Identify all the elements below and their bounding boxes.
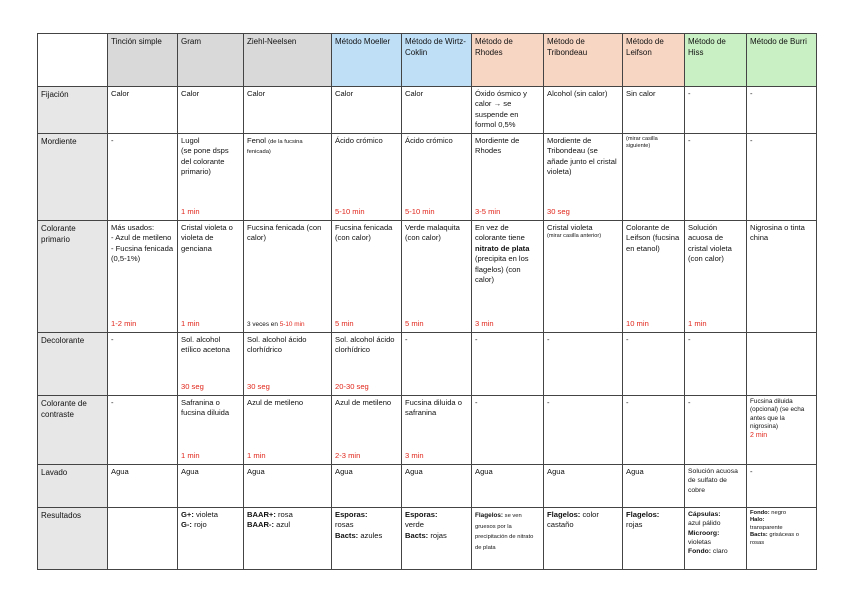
- cell-primario-gram: [178, 220, 244, 332]
- cell-text: Colorante de Leifson (fucsina en etanol): [626, 222, 680, 253]
- cell-primario-hiss: [685, 220, 747, 332]
- cell-fijacion-tincion-simple: Calor: [108, 87, 178, 134]
- cell-text: Cristal violeta o violeta de genciana: [181, 222, 233, 253]
- cell-lavado-leifson: Agua: [623, 464, 685, 507]
- cell-resultados-ziehl: [244, 507, 332, 569]
- cell-decolorante-rhodes: -: [472, 332, 544, 395]
- cell-mordiente-ziehl: [244, 133, 332, 220]
- row-label-mordiente: Mordiente: [38, 133, 108, 220]
- cell-fijacion-wirtz: Calor: [402, 87, 472, 134]
- cell-text-bold: nitrato de plata: [475, 243, 530, 253]
- row-lavado: [38, 464, 817, 507]
- result-key: Flagelos:: [475, 511, 504, 519]
- cell-resultados-burri: [747, 507, 817, 569]
- result-key: Fondo:: [750, 509, 770, 516]
- cell-text: Sol. alcohol ácido clorhídrico: [335, 334, 395, 355]
- time-label: 1-2 min: [111, 319, 137, 329]
- cell-contraste-tincion-simple: -: [108, 395, 178, 464]
- cell-contraste-wirtz: [402, 395, 472, 464]
- row-resultados: [38, 507, 817, 569]
- row-mordiente: [38, 133, 817, 220]
- row-fijacion: [38, 87, 817, 134]
- cell-text: Mordiente de Tribondeau (se añade junto el cristal violeta): [547, 135, 617, 177]
- cell-lavado-gram: Agua: [178, 464, 244, 507]
- cell-contraste-burri: [747, 395, 817, 464]
- header-tincion-simple: Tinción simple: [108, 34, 178, 87]
- cell-resultados-wirtz: [402, 507, 472, 569]
- time-label: 5 min: [405, 319, 424, 329]
- result-key: Halo:: [750, 517, 765, 524]
- result-value: verde: [405, 520, 424, 530]
- time-label: 5-10 min: [335, 207, 365, 217]
- result-value: azules: [358, 530, 383, 540]
- cell-mordiente-wirtz: [402, 133, 472, 220]
- cell-note: (mirar casilla siguiente): [626, 135, 658, 150]
- cell-fijacion-burri: -: [747, 87, 817, 134]
- cell-text: Fucsina fenicada (con calor): [247, 222, 322, 243]
- cell-decolorante-hiss: -: [685, 332, 747, 395]
- cell-resultados-tribondeau: [544, 507, 623, 569]
- cell-lavado-rhodes: Agua: [472, 464, 544, 507]
- result-value: grisáceas o rosas: [750, 532, 799, 546]
- row-colorante-contraste: [38, 395, 817, 464]
- header-leifson: Método de Leifson: [623, 34, 685, 87]
- result-key: Fondo:: [688, 548, 712, 556]
- time-label: 3 min: [405, 451, 424, 461]
- result-key: Esporas:: [405, 509, 438, 519]
- time-label: 30 seg: [247, 382, 270, 392]
- result-value: violetas: [688, 539, 712, 546]
- cell-mordiente-hiss: -: [685, 133, 747, 220]
- cell-text-post: (precipita en los flagelos) (con calor): [475, 254, 529, 285]
- cell-primario-moeller: [332, 220, 402, 332]
- result-key: Flagelos:: [547, 509, 581, 519]
- cell-fijacion-hiss: -: [685, 87, 747, 134]
- row-decolorante: [38, 332, 817, 395]
- cell-text: Solución acuosa de cristal violeta (con calor): [688, 222, 732, 264]
- cell-mordiente-leifson: [623, 133, 685, 220]
- row-label-decolorante: Decolorante: [38, 332, 108, 395]
- cell-mordiente-tribondeau: [544, 133, 623, 220]
- time-label: 5-10 min: [405, 207, 435, 217]
- time-label: 2 min: [750, 432, 768, 440]
- cell-primario-wirtz: [402, 220, 472, 332]
- time-line: [247, 321, 305, 330]
- result-value: claro: [711, 548, 728, 556]
- header-burri: Método de Burri: [747, 34, 817, 87]
- time-label: 1 min: [181, 451, 200, 461]
- time-label: 1 min: [181, 207, 200, 217]
- row-label-lavado: Lavado: [38, 464, 108, 507]
- result-value: rosas: [335, 520, 354, 530]
- cell-contraste-moeller: [332, 395, 402, 464]
- header-moeller: Método Moeller: [332, 34, 402, 87]
- row-label-fijacion: Fijación: [38, 87, 108, 134]
- cell-lavado-tribondeau: Agua: [544, 464, 623, 507]
- cell-text: Ácido crómico: [335, 135, 383, 145]
- cell-primario-tincion-simple: [108, 220, 178, 332]
- cell-primario-tribondeau: [544, 220, 623, 332]
- result-key: Bacts:: [750, 532, 768, 539]
- cell-lavado-wirtz: Agua: [402, 464, 472, 507]
- result-key: Bacts:: [335, 530, 359, 540]
- result-value: azul: [274, 520, 291, 530]
- time-label: 3-5 min: [475, 207, 501, 217]
- cell-decolorante-tincion-simple: -: [108, 332, 178, 395]
- cell-decolorante-tribondeau: -: [544, 332, 623, 395]
- result-value: rojo: [191, 520, 207, 530]
- cell-decolorante-wirtz: -: [402, 332, 472, 395]
- header-ziehl-neelsen: Ziehl-Neelsen: [244, 34, 332, 87]
- cell-mordiente-rhodes: [472, 133, 544, 220]
- cell-resultados-tincion-simple: [108, 507, 178, 569]
- cell-text: Fucsina fenicada (con calor): [335, 222, 393, 243]
- staining-methods-table: [37, 33, 817, 570]
- time-label: 1 min: [247, 451, 266, 461]
- cell-text: Safranina o fucsina diluida: [181, 397, 230, 418]
- cell-text: Lugol (se pone dsps del colorante primario): [181, 135, 229, 177]
- row-label-colorante-primario: Colorante primario: [38, 220, 108, 332]
- cell-fijacion-tribondeau: Alcohol (sin calor): [544, 87, 623, 134]
- result-key: Esporas:: [335, 509, 368, 519]
- cell-text: Más usados: - Azul de metileno - Fucsina fenicada (0,5-1%): [111, 222, 174, 264]
- result-value: transparente: [750, 524, 783, 531]
- cell-resultados-rhodes: [472, 507, 544, 569]
- cell-text: Fenol: [247, 135, 266, 145]
- cell-contraste-gram: [178, 395, 244, 464]
- row-label-colorante-contraste: Colorante de contraste: [38, 395, 108, 464]
- time-label: 1 min: [688, 319, 707, 329]
- result-value: violeta: [193, 509, 218, 519]
- cell-lavado-tincion-simple: Agua: [108, 464, 178, 507]
- header-row: [38, 34, 817, 87]
- cell-primario-burri: [747, 220, 817, 332]
- result-value: se ven gruesos por la precipitación de nitrato de plata: [475, 512, 534, 551]
- result-key: BAAR-:: [247, 520, 274, 530]
- row-colorante-primario: [38, 220, 817, 332]
- result-value: negro: [769, 509, 787, 516]
- time-label: 5-10 min: [279, 321, 305, 329]
- cell-resultados-gram: [178, 507, 244, 569]
- result-key: BAAR+:: [247, 509, 276, 519]
- header-corner: [38, 34, 108, 87]
- cell-contraste-leifson: -: [623, 395, 685, 464]
- time-label: 1 min: [181, 319, 200, 329]
- result-key: G-:: [181, 520, 192, 530]
- header-gram: Gram: [178, 34, 244, 87]
- cell-text: Ácido crómico: [405, 135, 453, 145]
- cell-fijacion-moeller: Calor: [332, 87, 402, 134]
- cell-text: Azul de metileno: [335, 397, 392, 407]
- header-wirtz-coklin: Método de Wirtz-Coklin: [402, 34, 472, 87]
- cell-note: (mirar casilla anterior): [547, 233, 602, 240]
- result-key: Microorg:: [688, 529, 720, 537]
- cell-primario-ziehl: [244, 220, 332, 332]
- cell-primario-rhodes: [472, 220, 544, 332]
- cell-text: Sol. alcohol ácido clorhídrico: [247, 334, 307, 355]
- cell-lavado-moeller: Agua: [332, 464, 402, 507]
- cell-mordiente-moeller: [332, 133, 402, 220]
- cell-resultados-moeller: [332, 507, 402, 569]
- cell-decolorante-burri: [747, 332, 817, 395]
- result-value: rojas: [428, 530, 447, 540]
- time-prefix: 3 veces en: [247, 321, 280, 329]
- result-value: azul pálido: [688, 520, 721, 528]
- cell-note: (de la fucsina fenicada): [247, 138, 303, 156]
- cell-lavado-ziehl: Agua: [244, 464, 332, 507]
- cell-contraste-hiss: -: [685, 395, 747, 464]
- cell-lavado-hiss: Solución acuosa de sulfato de cobre: [685, 464, 747, 507]
- cell-text: Fucsina diluida o safranina: [405, 397, 462, 418]
- cell-primario-leifson: [623, 220, 685, 332]
- header-rhodes: Método de Rhodes: [472, 34, 544, 87]
- cell-fijacion-leifson: Sin calor: [623, 87, 685, 134]
- cell-resultados-hiss: [685, 507, 747, 569]
- result-value: rojas: [626, 520, 643, 530]
- cell-decolorante-moeller: [332, 332, 402, 395]
- cell-mordiente-burri: -: [747, 133, 817, 220]
- cell-mordiente-gram: [178, 133, 244, 220]
- time-label: 20-30 seg: [335, 382, 369, 392]
- result-key: G+:: [181, 509, 194, 519]
- row-label-resultados: Resultados: [38, 507, 108, 569]
- cell-decolorante-ziehl: [244, 332, 332, 395]
- result-key: Bacts:: [405, 530, 429, 540]
- cell-text: Nigrosina o tinta china: [750, 222, 805, 243]
- cell-text: Fucsina diluida (opcional) (se echa antes que la nigrosina): [750, 397, 805, 430]
- result-value: rosa: [275, 509, 293, 519]
- cell-contraste-rhodes: -: [472, 395, 544, 464]
- cell-text: Cristal violeta: [547, 222, 593, 232]
- cell-decolorante-leifson: -: [623, 332, 685, 395]
- cell-contraste-ziehl: [244, 395, 332, 464]
- cell-decolorante-gram: [178, 332, 244, 395]
- header-tribondeau: Método de Tribondeau: [544, 34, 623, 87]
- cell-text-pre: En vez de colorante tiene: [475, 222, 525, 243]
- cell-text: Mordiente de Rhodes: [475, 135, 520, 156]
- cell-contraste-tribondeau: -: [544, 395, 623, 464]
- time-label: 5 min: [335, 319, 354, 329]
- cell-fijacion-gram: Calor: [178, 87, 244, 134]
- cell-mordiente-tincion-simple: -: [108, 133, 178, 220]
- header-hiss: Método de Hiss: [685, 34, 747, 87]
- time-label: 10 min: [626, 319, 649, 329]
- time-label: 2-3 min: [335, 451, 361, 461]
- cell-text: Verde malaquita (con calor): [405, 222, 460, 243]
- cell-fijacion-ziehl: Calor: [244, 87, 332, 134]
- result-key: Cápsulas:: [688, 510, 721, 518]
- result-value: color castaño: [547, 509, 599, 530]
- cell-text: Sol. alcohol etílico acetona: [181, 334, 230, 355]
- time-label: 30 seg: [547, 207, 570, 217]
- time-label: 30 seg: [181, 382, 204, 392]
- cell-lavado-burri: -: [747, 464, 817, 507]
- cell-resultados-leifson: [623, 507, 685, 569]
- result-key: Flagelos:: [626, 509, 660, 519]
- cell-fijacion-rhodes: Óxido ósmico y calor → se suspende en formol 0,5%: [472, 87, 544, 134]
- cell-text: Azul de metileno: [247, 397, 304, 407]
- time-label: 3 min: [475, 319, 494, 329]
